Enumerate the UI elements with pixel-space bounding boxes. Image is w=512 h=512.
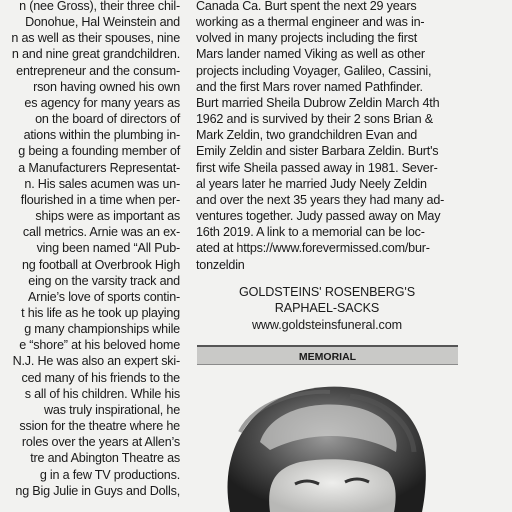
left-column-text-line: ving been named “All Pub- [36,241,180,256]
right-column-text-line: Canada Ca. Burt spent the next 29 years [196,0,417,13]
left-column-text-line: Donohue, Hal Weinstein and [25,15,180,30]
left-column-text-line: ced many of his friends to the [21,370,180,385]
right-column-text-line: Emily Zeldin and sister Barbara Zeldin. Burt's [196,144,439,159]
right-column-text-line: projects including Voyager, Galileo, Cassini, [196,63,432,78]
left-column-text-line: entrepreneur and the consum- [16,63,180,78]
right-column-text-line: and over the next 35 years they had many ad- [196,192,445,207]
left-column-text-line: ng football at Overbrook High [21,257,180,272]
memorial-header-label: MEMORIAL [298,351,357,363]
left-column-text-line: eing on the varsity track and [28,273,180,288]
right-obituary-column [196,0,458,273]
right-column-text-line: first wife Sheila passed away in 1981. Sever- [196,160,438,175]
left-column-text-line: on the board of directors of [35,112,180,127]
left-column-text-line: ssion for the theatre where he [19,419,180,434]
right-column-text-line: volved in many projects including the first [196,31,417,46]
right-column-text-line: 16th 2019. A link to a memorial can be loc- [196,225,425,240]
left-column-text-line: Arnie’s love of sports contin- [28,289,180,304]
left-column-text-line: tre and Abington Theatre as [30,451,180,466]
left-column-text-line: rson having owned his own [33,79,180,94]
right-column-text-line: Mars lander named Viking as well as other [196,47,425,62]
left-column-text-line: ng Big Julie in Guys and Dolls, [15,483,180,498]
funeral-home-website: www.goldsteinsfuneral.com [251,317,403,332]
left-column-text-line: g many championships while [24,322,180,337]
funeral-home-name-line2: RAPHAEL-SACKS [274,301,380,316]
memorial-section-header [197,345,458,365]
funeral-home-name-line1: GOLDSTEINS' ROSENBERG'S [238,285,416,299]
right-column-text-line: ventures together. Judy passed away on May [196,209,441,224]
right-column-text-line: tonzeldin [196,257,245,272]
left-column-text-line: ations within the plumbing in- [23,128,180,143]
right-column-text-line: Mark Zeldin, two grandchildren Evan and [196,128,418,143]
right-column-text-line: al years later he married Judy Neely Zeldin [196,176,427,191]
left-column-text-line: es agency for many years as [24,95,180,110]
right-column-text-line: ated at https://www.forevermissed.com/bur- [196,241,430,256]
left-column-text-line: was truly inspirational, he [44,402,180,417]
left-column-text-line: n. His sales acumen was un- [24,176,180,191]
right-column-text-line: working as a thermal engineer and was in- [196,15,425,30]
funeral-home-signature [196,284,458,333]
memorial-portrait-photo [200,372,458,512]
portrait-image [200,372,458,512]
left-column-text-line: e “shore” at his beloved home [19,338,180,353]
left-column-text-line: g in a few TV productions. [39,467,180,482]
left-column-text-line: g being a founding member of [18,144,180,159]
left-column-text-line: a Manufacturers Representat- [18,160,180,175]
left-column-text-line: s all of his children. While his [24,386,180,401]
left-column-text-line: flourished in a time when per- [20,192,180,207]
left-column-text-line: N.J. He was also an expert ski- [12,354,180,369]
left-column-text-line: n (nee Gross), their three chil- [19,0,180,13]
left-column-text-line: roles over the years at Allen’s [21,435,180,450]
left-column-text-line: call metrics. Arnie was an ex- [22,225,180,240]
right-column-text-line: and the first Mars rover named Pathfinder. [196,79,423,94]
left-obituary-column [0,0,180,499]
left-column-text-line: n and nine great grandchildren. [11,47,180,62]
right-column-text-line: 1962 and is survived by their 2 sons Brian & [196,112,433,127]
left-column-text-line: n as well as their spouses, nine [11,31,180,46]
right-column-text-line: Burt married Sheila Dubrow Zeldin March 4th [196,95,440,110]
left-column-text-line: t his life as he took up playing [21,305,180,320]
left-column-text-line: ships were as important as [35,209,180,224]
